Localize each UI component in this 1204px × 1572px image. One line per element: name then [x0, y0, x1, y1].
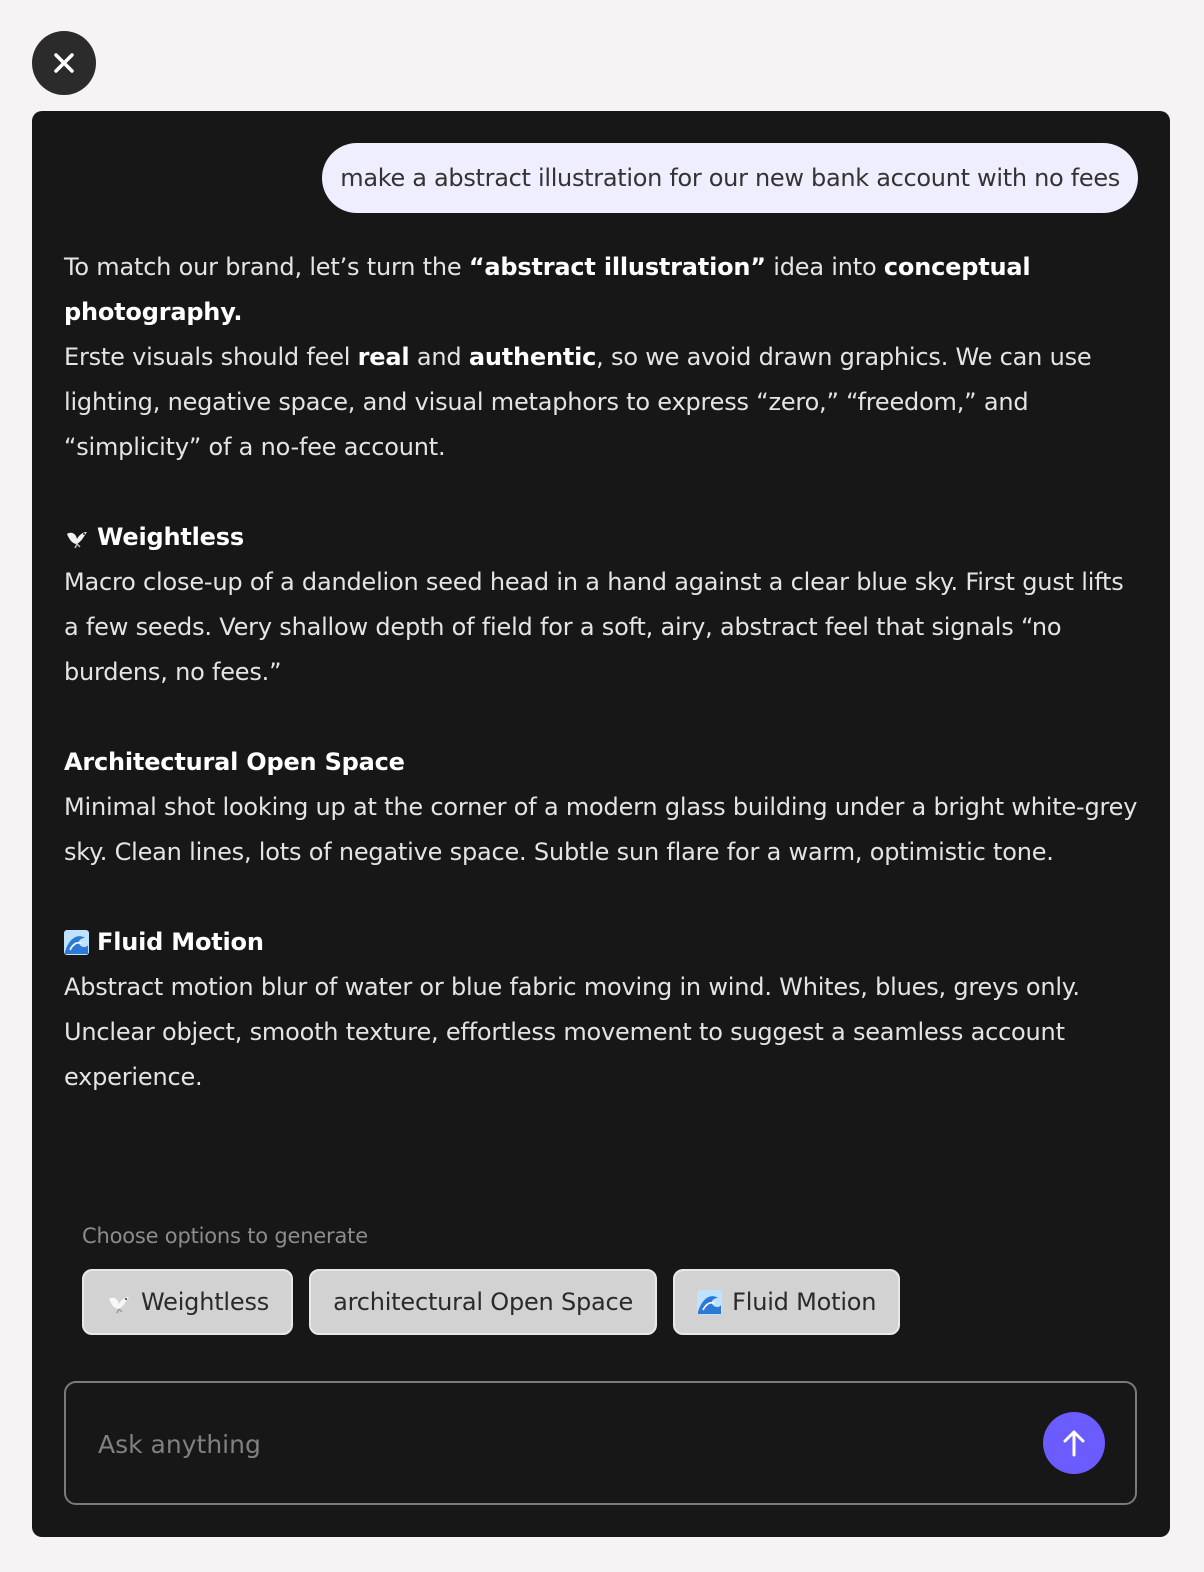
assistant-response — [64, 245, 1144, 1100]
option-chip-architectural-open-space[interactable] — [309, 1269, 657, 1335]
options-label: Choose options to generate — [82, 1224, 368, 1248]
dove-icon — [64, 525, 89, 550]
section-title-text: Weightless — [97, 523, 244, 551]
user-message-bubble — [322, 143, 1138, 213]
dove-icon — [106, 1290, 131, 1315]
section-fluid-motion — [64, 920, 1144, 1100]
option-chips — [82, 1269, 900, 1335]
intro-bold: authentic — [468, 343, 597, 371]
intro-paragraph-2 — [64, 335, 1144, 470]
intro-paragraph-1 — [64, 245, 1144, 335]
intro-text: , so we avoid drawn graphics. We can use lighting, negative space, and visual metaphors to express “zero,” “freedom,” and “simplicity” of a no-fee account. — [64, 343, 1092, 461]
intro-text: Erste visuals should feel — [64, 343, 358, 371]
user-message-text: make a abstract illustration for our new bank account with no fees — [340, 164, 1120, 192]
option-chip-weightless[interactable] — [82, 1269, 293, 1335]
section-body: Macro close-up of a dandelion seed head in a hand against a clear blue sky. First gust lifts a few seeds. Very shallow depth of field for a soft, airy, abstract feel that signals “no burdens, no fees.” — [64, 568, 1124, 686]
section-title-text: Architectural Open Space — [64, 748, 405, 776]
section-architectural-open-space — [64, 740, 1144, 875]
section-title-text: Fluid Motion — [97, 928, 264, 956]
intro-bold: real — [357, 343, 410, 371]
intro-text: To match our brand, let’s turn the — [64, 253, 469, 281]
wave-icon — [64, 930, 89, 955]
intro-text: idea into — [765, 253, 884, 281]
section-body: Minimal shot looking up at the corner of a modern glass building under a bright white-grey sky. Clean lines, lots of negative space. Subtle sun flare for a warm, optimistic tone. — [64, 793, 1138, 866]
intro-text: and — [409, 343, 469, 371]
section-title — [64, 740, 1144, 785]
option-chip-fluid-motion[interactable] — [673, 1269, 900, 1335]
chip-label: architectural Open Space — [333, 1288, 634, 1316]
section-title — [64, 920, 1144, 965]
chat-input-box — [64, 1381, 1137, 1505]
send-button[interactable] — [1043, 1412, 1105, 1474]
intro-bold: conceptual photography. — [64, 253, 1031, 326]
chip-label: Weightless — [141, 1288, 270, 1316]
chip-label: Fluid Motion — [732, 1288, 877, 1316]
chat-panel — [32, 111, 1170, 1537]
intro-bold: “abstract illustration” — [468, 253, 766, 281]
arrow-up-icon — [1061, 1428, 1087, 1458]
section-weightless — [64, 515, 1144, 695]
close-button[interactable] — [32, 31, 96, 95]
chat-input[interactable] — [96, 1413, 1000, 1475]
section-body: Abstract motion blur of water or blue fabric moving in wind. Whites, blues, greys only. Unclear object, smooth texture, effortless movement to suggest a seamless account experience. — [64, 973, 1080, 1091]
section-title — [64, 515, 1144, 560]
wave-icon — [697, 1290, 722, 1315]
close-icon — [53, 52, 75, 74]
